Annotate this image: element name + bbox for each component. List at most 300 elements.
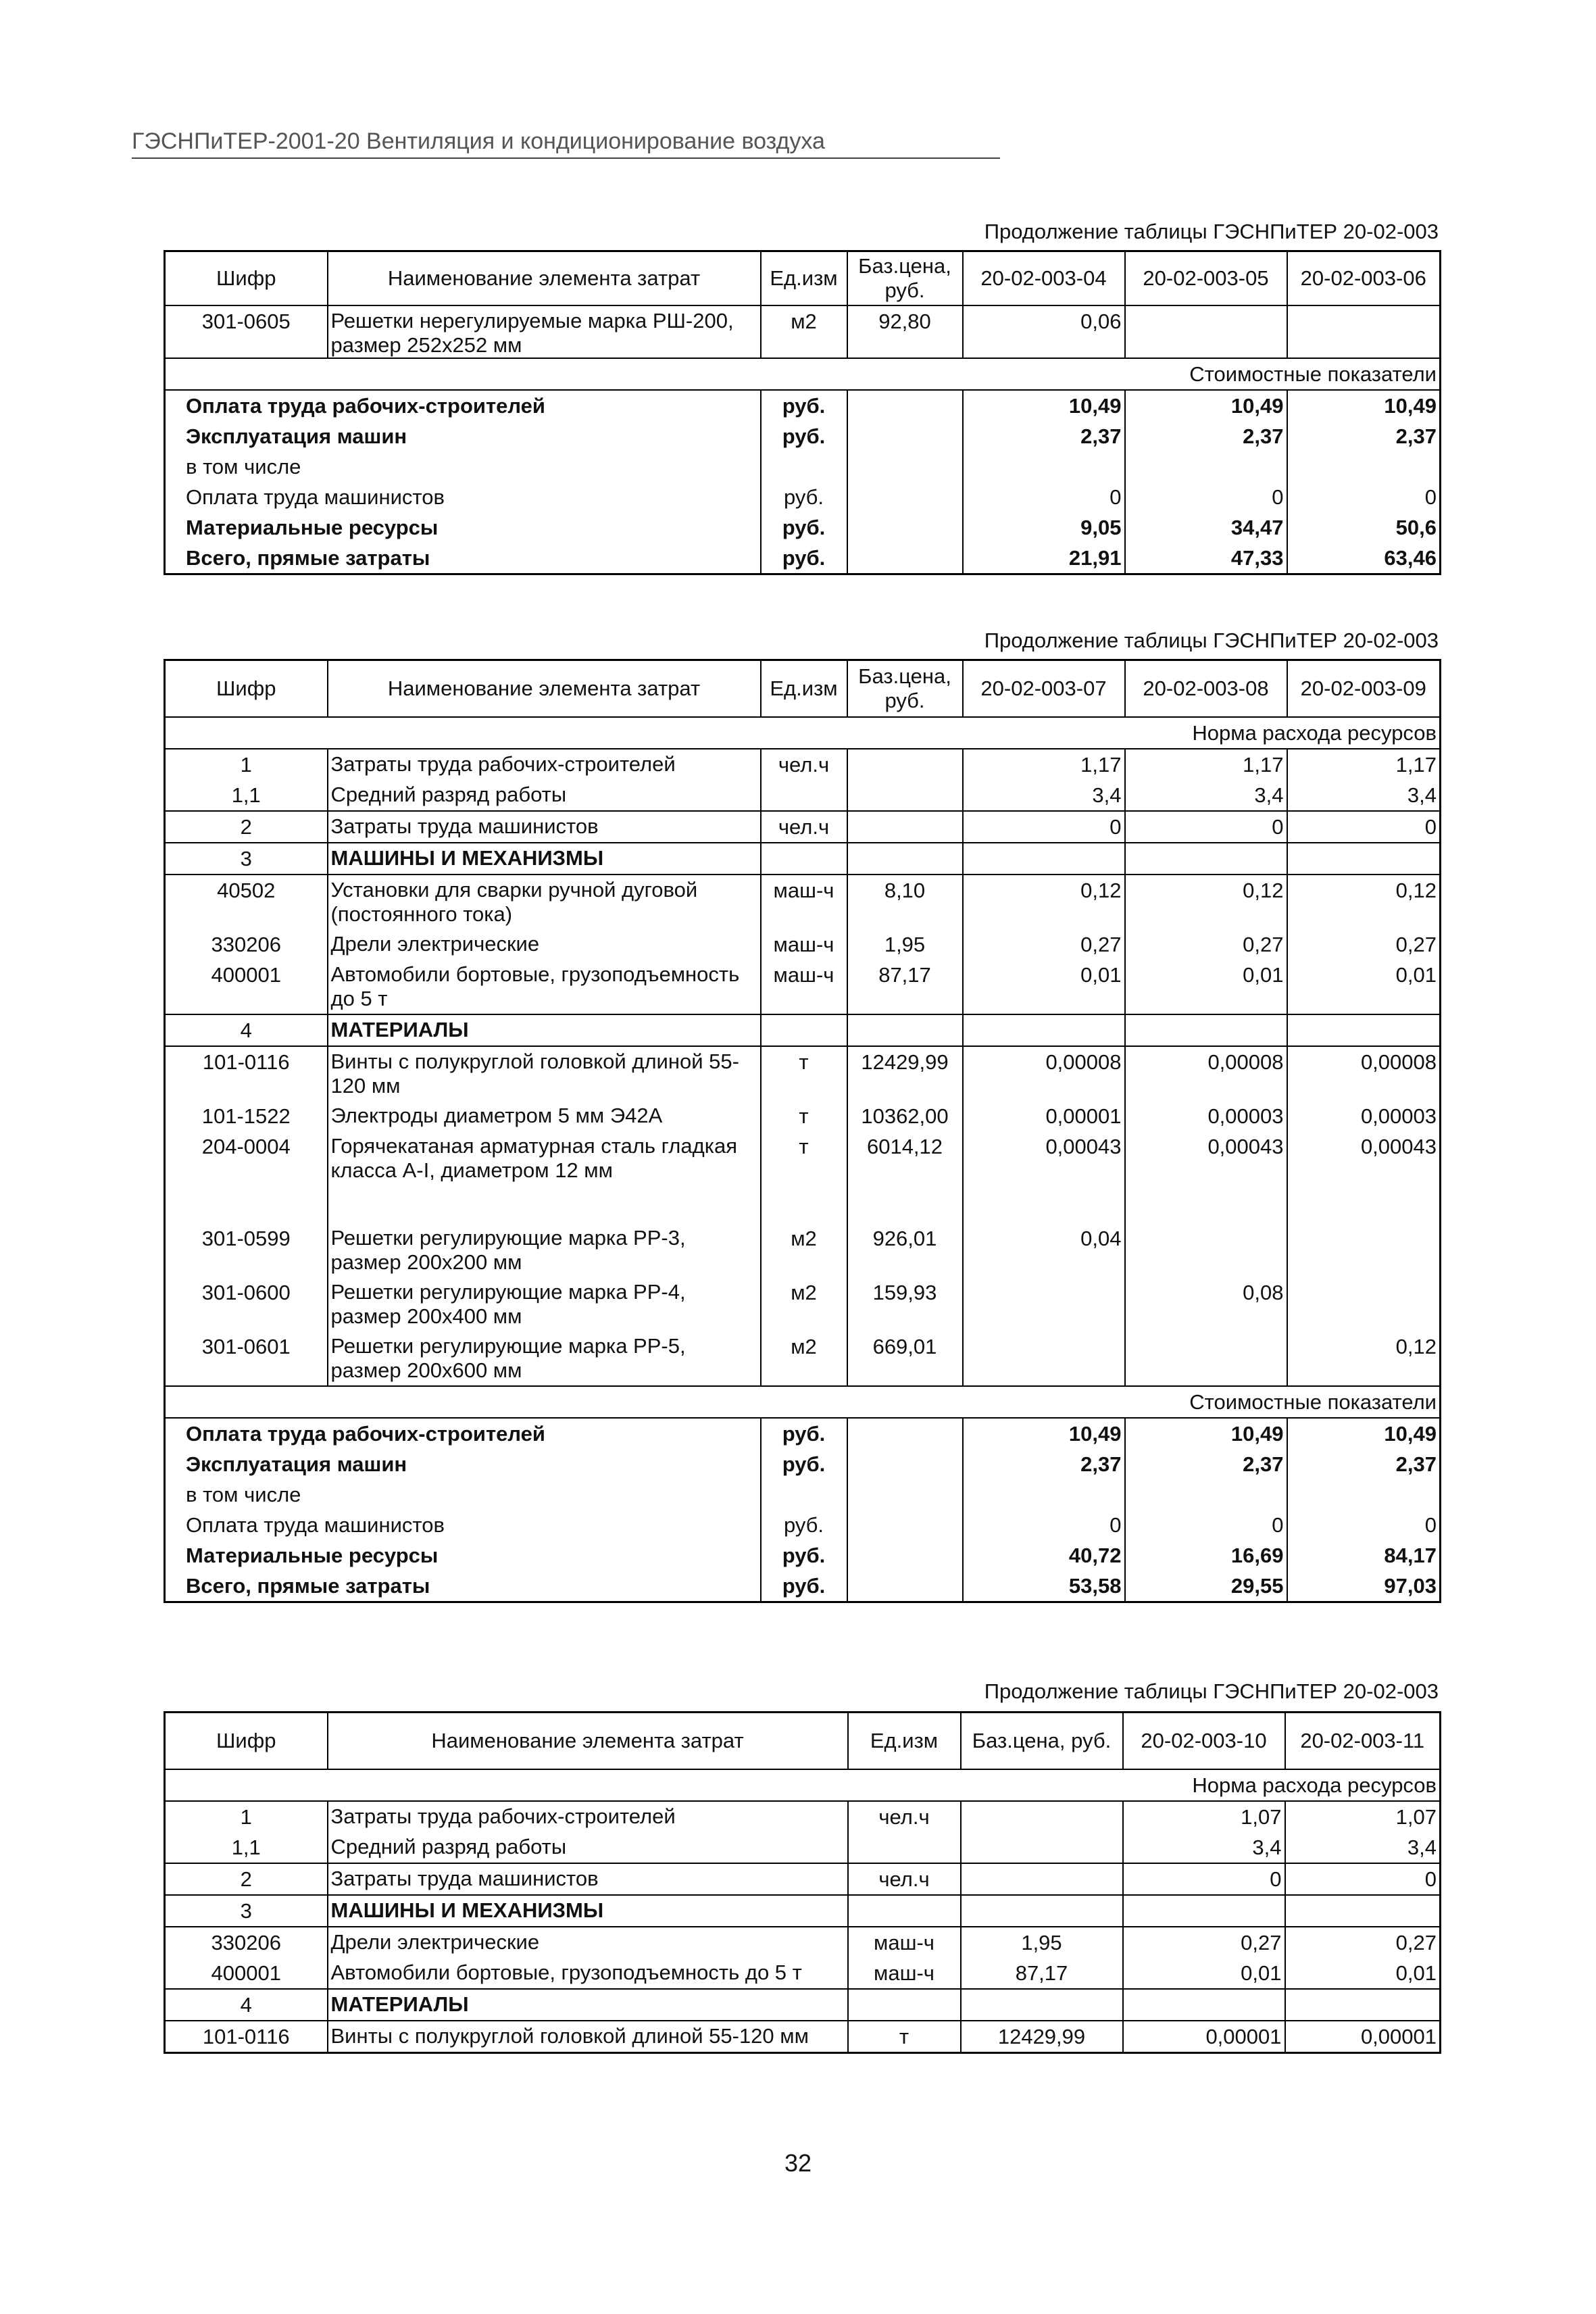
cell-name: Дрели электрические <box>328 929 761 960</box>
header-base-price: Баз.цена, руб. <box>847 251 963 305</box>
cost-value: 34,47 <box>1125 512 1287 543</box>
cell-name: Затраты труда рабочих-строителей <box>328 1801 848 1832</box>
cost-value: 47,33 <box>1125 543 1287 574</box>
cell-value <box>1287 1277 1441 1331</box>
cost-value: 2,37 <box>1287 1449 1441 1479</box>
cell-unit <box>848 1989 961 2021</box>
cell-code: 301-0599 <box>165 1223 328 1277</box>
cell-value: 0 <box>1285 1863 1441 1895</box>
cell-price <box>961 1801 1123 1832</box>
cell-price: 12429,99 <box>847 1046 963 1101</box>
section-row <box>165 1989 1441 2021</box>
cell-price <box>847 811 963 843</box>
cost-value: 0 <box>963 482 1125 512</box>
header-col-09: 20-02-003-09 <box>1287 660 1441 717</box>
cell-code: 400001 <box>165 960 328 1014</box>
table-2-band-norm <box>165 717 1441 749</box>
cost-value: 84,17 <box>1287 1540 1441 1571</box>
cell-price: 12429,99 <box>961 2021 1123 2053</box>
cell-value: 0,01 <box>1285 1958 1441 1989</box>
cell-value: 3,4 <box>1123 1832 1285 1863</box>
cell-value: 1,07 <box>1285 1801 1441 1832</box>
table-2 <box>164 659 1441 1603</box>
cost-row <box>165 482 1441 512</box>
cell-value <box>1123 1895 1285 1927</box>
cell-value: 3,4 <box>1285 1832 1441 1863</box>
cell-unit: маш-ч <box>761 929 847 960</box>
cell-name: Решетки регулирующие марка РР-4, размер 200x400 мм <box>328 1277 761 1331</box>
cell-value: 3,4 <box>963 780 1125 811</box>
table-row <box>165 2021 1441 2053</box>
table-2-costs <box>165 1418 1441 1602</box>
header-col-08: 20-02-003-08 <box>1125 660 1287 717</box>
cell-code: 4 <box>165 1989 328 2021</box>
cost-value: 0 <box>963 1510 1125 1540</box>
cost-name: Оплата труда рабочих-строителей <box>165 390 761 421</box>
header-code: Шифр <box>165 660 328 717</box>
cost-unit: руб. <box>761 512 847 543</box>
cost-value: 10,49 <box>1287 390 1441 421</box>
cell-value <box>1285 1989 1441 2021</box>
cost-price <box>847 1510 963 1540</box>
cost-row <box>165 1418 1441 1449</box>
cost-value: 0 <box>1125 1510 1287 1540</box>
band-label: Норма расхода ресурсов <box>165 717 1441 749</box>
cell-name: Затраты труда машинистов <box>328 1863 848 1895</box>
cost-value: 0 <box>1125 482 1287 512</box>
cell-value: 0,00001 <box>1123 2021 1285 2053</box>
cost-value: 9,05 <box>963 512 1125 543</box>
band-label: Стоимостные показатели <box>165 358 1441 390</box>
cost-value <box>1125 1479 1287 1510</box>
page-number: 32 <box>784 2149 812 2177</box>
cost-unit: руб. <box>761 543 847 574</box>
cost-unit: руб. <box>761 1571 847 1602</box>
cost-price <box>847 482 963 512</box>
table-row <box>165 749 1441 780</box>
cost-unit: руб. <box>761 421 847 451</box>
cost-row <box>165 451 1441 482</box>
cell-name: МАШИНЫ И МЕХАНИЗМЫ <box>328 1895 848 1927</box>
cell-value: 1,17 <box>1287 749 1441 780</box>
table-row <box>165 1801 1441 1832</box>
cell-code: 101-0116 <box>165 1046 328 1101</box>
cell-name: МАШИНЫ И МЕХАНИЗМЫ <box>328 843 761 875</box>
header-col-04: 20-02-003-04 <box>963 251 1125 305</box>
cost-unit: руб. <box>761 1418 847 1449</box>
cost-row <box>165 421 1441 451</box>
cost-value: 2,37 <box>1125 421 1287 451</box>
cell-code: 101-1522 <box>165 1101 328 1131</box>
cost-price <box>847 512 963 543</box>
cost-name: Оплата труда рабочих-строителей <box>165 1418 761 1449</box>
cell-name: Средний разряд работы <box>328 780 761 811</box>
cell-price: 1,95 <box>847 929 963 960</box>
cost-price <box>847 1418 963 1449</box>
cost-value: 0 <box>1287 482 1441 512</box>
cell-name: Решетки регулирующие марка РР-5, размер 200x600 мм <box>328 1331 761 1386</box>
cell-unit: маш-ч <box>848 1927 961 1958</box>
cell-name: Затраты труда рабочих-строителей <box>328 749 761 780</box>
cell-unit: т <box>761 1046 847 1101</box>
cell-code: 40502 <box>165 875 328 929</box>
table-2-rows <box>165 749 1441 1386</box>
cell-unit: маш-ч <box>761 875 847 929</box>
table-row <box>165 1223 1441 1277</box>
cell-code: 1,1 <box>165 1832 328 1863</box>
cell-price: 926,01 <box>847 1223 963 1277</box>
cost-value: 2,37 <box>963 421 1125 451</box>
cell-value: 1,17 <box>1125 749 1287 780</box>
cost-row <box>165 1571 1441 1602</box>
table-row <box>165 1927 1441 1958</box>
cost-value: 10,49 <box>963 1418 1125 1449</box>
table-row <box>165 960 1441 1014</box>
cell-code: 301-0601 <box>165 1331 328 1386</box>
table-1-costs <box>165 390 1441 574</box>
cell-value: 0,00043 <box>963 1131 1125 1223</box>
header-col-07: 20-02-003-07 <box>963 660 1125 717</box>
cell-value: 0,27 <box>963 929 1125 960</box>
cost-value: 97,03 <box>1287 1571 1441 1602</box>
cell-name: Горячекатаная арматурная сталь гладкая класса А-I, диаметром 12 мм <box>328 1131 761 1223</box>
cost-name: Эксплуатация машин <box>165 1449 761 1479</box>
cell-code: 301-0600 <box>165 1277 328 1331</box>
cell-name: МАТЕРИАЛЫ <box>328 1989 848 2021</box>
cell-value: 0,27 <box>1123 1927 1285 1958</box>
header-col-05: 20-02-003-05 <box>1125 251 1287 305</box>
cell-name: Решетки регулирующие марка РР-3, размер 200x200 мм <box>328 1223 761 1277</box>
cell-value: 0,27 <box>1125 929 1287 960</box>
cell-unit: маш-ч <box>761 960 847 1014</box>
cell-price <box>847 780 963 811</box>
band-label: Норма расхода ресурсов <box>165 1769 1441 1801</box>
cell-value: 0,00008 <box>963 1046 1125 1101</box>
table-row <box>165 811 1441 843</box>
table-3-rows <box>165 1801 1441 2053</box>
table-2-header-row <box>165 660 1441 717</box>
cell-value <box>1287 1014 1441 1046</box>
table-1 <box>164 250 1441 575</box>
table-2-caption: Продолжение таблицы ГЭСНПиТЕР 20-02-003 <box>984 629 1439 652</box>
cell-value: 0 <box>1287 811 1441 843</box>
cell-unit: чел.ч <box>848 1863 961 1895</box>
cell-unit: чел.ч <box>761 749 847 780</box>
cost-price <box>847 1449 963 1479</box>
cell-value <box>1287 843 1441 875</box>
cost-value <box>1287 451 1441 482</box>
header-code: Шифр <box>165 251 328 305</box>
cost-unit: руб. <box>761 1449 847 1479</box>
cell-code: 2 <box>165 1863 328 1895</box>
cell-name: Установки для сварки ручной дуговой (постоянного тока) <box>328 875 761 929</box>
cell-unit <box>848 1832 961 1863</box>
table-3-band-norm <box>165 1769 1441 1801</box>
cell-value: 0,27 <box>1287 929 1441 960</box>
table-2-band-cost <box>165 1386 1441 1418</box>
cost-price <box>847 1479 963 1510</box>
cell-value: 0,00001 <box>1285 2021 1441 2053</box>
section-row <box>165 1895 1441 1927</box>
table-row <box>165 1331 1441 1386</box>
cell-value: 0,01 <box>1287 960 1441 1014</box>
cell-price <box>961 1832 1123 1863</box>
cell-name: Решетки нерегулируемые марка РШ-200, размер 252x252 мм <box>328 305 761 358</box>
cost-name: Оплата труда машинистов <box>165 482 761 512</box>
cost-value: 10,49 <box>1125 390 1287 421</box>
table-row <box>165 1832 1441 1863</box>
cell-code: 330206 <box>165 1927 328 1958</box>
cell-value: 0,01 <box>1123 1958 1285 1989</box>
table-row <box>165 1101 1441 1131</box>
cost-value: 2,37 <box>1125 1449 1287 1479</box>
header-name: Наименование элемента затрат <box>328 1713 848 1769</box>
cell-value: 0,12 <box>963 875 1125 929</box>
cost-price <box>847 390 963 421</box>
table-row <box>165 929 1441 960</box>
cell-price: 6014,12 <box>847 1131 963 1223</box>
header-col-06: 20-02-003-06 <box>1287 251 1441 305</box>
cost-value: 53,58 <box>963 1571 1125 1602</box>
cost-name: Материальные ресурсы <box>165 1540 761 1571</box>
cell-unit: м2 <box>761 305 847 358</box>
cell-value: 0,12 <box>1287 875 1441 929</box>
cost-row <box>165 512 1441 543</box>
cell-value: 3,4 <box>1125 780 1287 811</box>
header-code: Шифр <box>165 1713 328 1769</box>
cell-price: 10362,00 <box>847 1101 963 1131</box>
header-unit: Ед.изм <box>848 1713 961 1769</box>
cell-value: 0 <box>963 811 1125 843</box>
cell-unit <box>761 843 847 875</box>
cell-value <box>1125 843 1287 875</box>
cell-value: 0 <box>1123 1863 1285 1895</box>
cost-value: 63,46 <box>1287 543 1441 574</box>
cost-price <box>847 543 963 574</box>
cell-value <box>963 1331 1125 1386</box>
cell-value: 0,06 <box>963 305 1125 358</box>
header-base-price: Баз.цена, руб. <box>847 660 963 717</box>
cost-name: в том числе <box>165 451 761 482</box>
cell-price: 87,17 <box>847 960 963 1014</box>
header-name: Наименование элемента затрат <box>328 660 761 717</box>
cell-price: 8,10 <box>847 875 963 929</box>
cell-name: Средний разряд работы <box>328 1832 848 1863</box>
cost-name: Всего, прямые затраты <box>165 543 761 574</box>
cost-row <box>165 1510 1441 1540</box>
section-row <box>165 843 1441 875</box>
cell-unit: чел.ч <box>848 1801 961 1832</box>
cost-row <box>165 390 1441 421</box>
cell-code: 301-0605 <box>165 305 328 358</box>
cell-code: 204-0004 <box>165 1131 328 1223</box>
cell-value: 0,04 <box>963 1223 1125 1277</box>
cost-value <box>1287 1479 1441 1510</box>
cell-value: 0,01 <box>1125 960 1287 1014</box>
cell-unit: чел.ч <box>761 811 847 843</box>
cost-value: 21,91 <box>963 543 1125 574</box>
cell-price <box>961 1989 1123 2021</box>
header-col-10: 20-02-003-10 <box>1123 1713 1285 1769</box>
cell-value: 0,00001 <box>963 1101 1125 1131</box>
cell-unit: т <box>761 1131 847 1223</box>
cell-unit: маш-ч <box>848 1958 961 1989</box>
cost-row <box>165 1449 1441 1479</box>
cell-unit <box>761 1014 847 1046</box>
cell-code: 1 <box>165 1801 328 1832</box>
cell-value: 0,12 <box>1287 1331 1441 1386</box>
cell-value <box>1125 1014 1287 1046</box>
cost-row <box>165 1479 1441 1510</box>
cell-code: 1,1 <box>165 780 328 811</box>
cell-value <box>963 1277 1125 1331</box>
table-3 <box>164 1711 1441 2054</box>
cell-name: Автомобили бортовые, грузоподъемность до 5 т <box>328 1958 848 1989</box>
cost-value: 10,49 <box>1287 1418 1441 1449</box>
table-row <box>165 1131 1441 1223</box>
cell-value <box>1285 1895 1441 1927</box>
cell-value <box>1123 1989 1285 2021</box>
cost-value: 2,37 <box>963 1449 1125 1479</box>
cell-price <box>847 749 963 780</box>
cell-value: 0,01 <box>963 960 1125 1014</box>
cell-name: Автомобили бортовые, грузоподъемность до 5 т <box>328 960 761 1014</box>
cell-value <box>1125 305 1287 358</box>
cell-value <box>1287 305 1441 358</box>
cell-price <box>847 1014 963 1046</box>
cell-value <box>1287 1223 1441 1277</box>
header-col-11: 20-02-003-11 <box>1285 1713 1441 1769</box>
cell-code: 4 <box>165 1014 328 1046</box>
cell-name: Винты с полукруглой головкой длиной 55-120 мм <box>328 2021 848 2053</box>
cost-unit: руб. <box>761 1510 847 1540</box>
cell-name: Электроды диаметром 5 мм Э42А <box>328 1101 761 1131</box>
cell-price: 159,93 <box>847 1277 963 1331</box>
cell-value: 0,00003 <box>1287 1101 1441 1131</box>
cell-value: 1,07 <box>1123 1801 1285 1832</box>
cell-unit: т <box>761 1101 847 1131</box>
table-row <box>165 875 1441 929</box>
cost-value: 16,69 <box>1125 1540 1287 1571</box>
cost-value: 29,55 <box>1125 1571 1287 1602</box>
cell-price: 92,80 <box>847 305 963 358</box>
cost-name: Материальные ресурсы <box>165 512 761 543</box>
cell-name: Дрели электрические <box>328 1927 848 1958</box>
cell-value: 0,08 <box>1125 1277 1287 1331</box>
cost-unit: руб. <box>761 482 847 512</box>
cell-value: 0 <box>1125 811 1287 843</box>
cost-value: 50,6 <box>1287 512 1441 543</box>
cost-value <box>963 1479 1125 1510</box>
cell-price: 669,01 <box>847 1331 963 1386</box>
cell-unit: м2 <box>761 1331 847 1386</box>
cost-price <box>847 1571 963 1602</box>
table-1-caption: Продолжение таблицы ГЭСНПиТЕР 20-02-003 <box>984 220 1439 243</box>
cell-price: 1,95 <box>961 1927 1123 1958</box>
cost-value: 0 <box>1287 1510 1441 1540</box>
table-3-caption: Продолжение таблицы ГЭСНПиТЕР 20-02-003 <box>984 1679 1439 1703</box>
cost-price <box>847 1540 963 1571</box>
table-row <box>165 780 1441 811</box>
section-row <box>165 1014 1441 1046</box>
cell-code: 330206 <box>165 929 328 960</box>
table-row <box>165 1046 1441 1101</box>
cell-value: 0,00008 <box>1287 1046 1441 1101</box>
cell-price <box>847 843 963 875</box>
table-1-band-cost <box>165 358 1441 390</box>
cell-unit: м2 <box>761 1223 847 1277</box>
table-3-header-row <box>165 1713 1441 1769</box>
cell-code: 2 <box>165 811 328 843</box>
cell-value: 0,00003 <box>1125 1101 1287 1131</box>
cell-code: 3 <box>165 843 328 875</box>
cost-value: 10,49 <box>1125 1418 1287 1449</box>
cost-name: Всего, прямые затраты <box>165 1571 761 1602</box>
cost-unit: руб. <box>761 1540 847 1571</box>
cost-name: Оплата труда машинистов <box>165 1510 761 1540</box>
cell-value <box>1125 1331 1287 1386</box>
cell-name: Винты с полукруглой головкой длиной 55-120 мм <box>328 1046 761 1101</box>
cost-name: Эксплуатация машин <box>165 421 761 451</box>
cell-value: 0,12 <box>1125 875 1287 929</box>
table-row <box>165 305 1441 358</box>
cost-price <box>847 451 963 482</box>
cell-name: МАТЕРИАЛЫ <box>328 1014 761 1046</box>
header-unit: Ед.изм <box>761 660 847 717</box>
cell-price <box>961 1863 1123 1895</box>
cost-row <box>165 1540 1441 1571</box>
cell-code: 101-0116 <box>165 2021 328 2053</box>
cell-unit <box>761 780 847 811</box>
cell-value: 0,00043 <box>1287 1131 1441 1223</box>
table-1-header-row <box>165 251 1441 305</box>
cell-code: 1 <box>165 749 328 780</box>
cost-unit <box>761 1479 847 1510</box>
table-row <box>165 1863 1441 1895</box>
cell-unit: м2 <box>761 1277 847 1331</box>
cell-code: 400001 <box>165 1958 328 1989</box>
document-header: ГЭСНПиТЕР-2001-20 Вентиляция и кондиционирование воздуха <box>132 128 1000 159</box>
cell-unit: т <box>848 2021 961 2053</box>
cell-value: 0,00008 <box>1125 1046 1287 1101</box>
cell-value: 0,27 <box>1285 1927 1441 1958</box>
cell-price: 87,17 <box>961 1958 1123 1989</box>
table-row <box>165 1277 1441 1331</box>
cost-value <box>1125 451 1287 482</box>
cost-unit <box>761 451 847 482</box>
cell-value: 1,17 <box>963 749 1125 780</box>
cell-unit <box>848 1895 961 1927</box>
cell-value <box>963 843 1125 875</box>
cell-value: 3,4 <box>1287 780 1441 811</box>
cell-value <box>963 1014 1125 1046</box>
cost-name: в том числе <box>165 1479 761 1510</box>
cell-name: Затраты труда машинистов <box>328 811 761 843</box>
header-unit: Ед.изм <box>761 251 847 305</box>
table-row <box>165 1958 1441 1989</box>
cost-price <box>847 421 963 451</box>
band-label: Стоимостные показатели <box>165 1386 1441 1418</box>
cost-value: 2,37 <box>1287 421 1441 451</box>
cell-value: 0,00043 <box>1125 1131 1287 1223</box>
cost-unit: руб. <box>761 390 847 421</box>
cost-row <box>165 543 1441 574</box>
cost-value <box>963 451 1125 482</box>
cell-price <box>961 1895 1123 1927</box>
header-base-price: Баз.цена, руб. <box>961 1713 1123 1769</box>
header-name: Наименование элемента затрат <box>328 251 761 305</box>
cell-code: 3 <box>165 1895 328 1927</box>
